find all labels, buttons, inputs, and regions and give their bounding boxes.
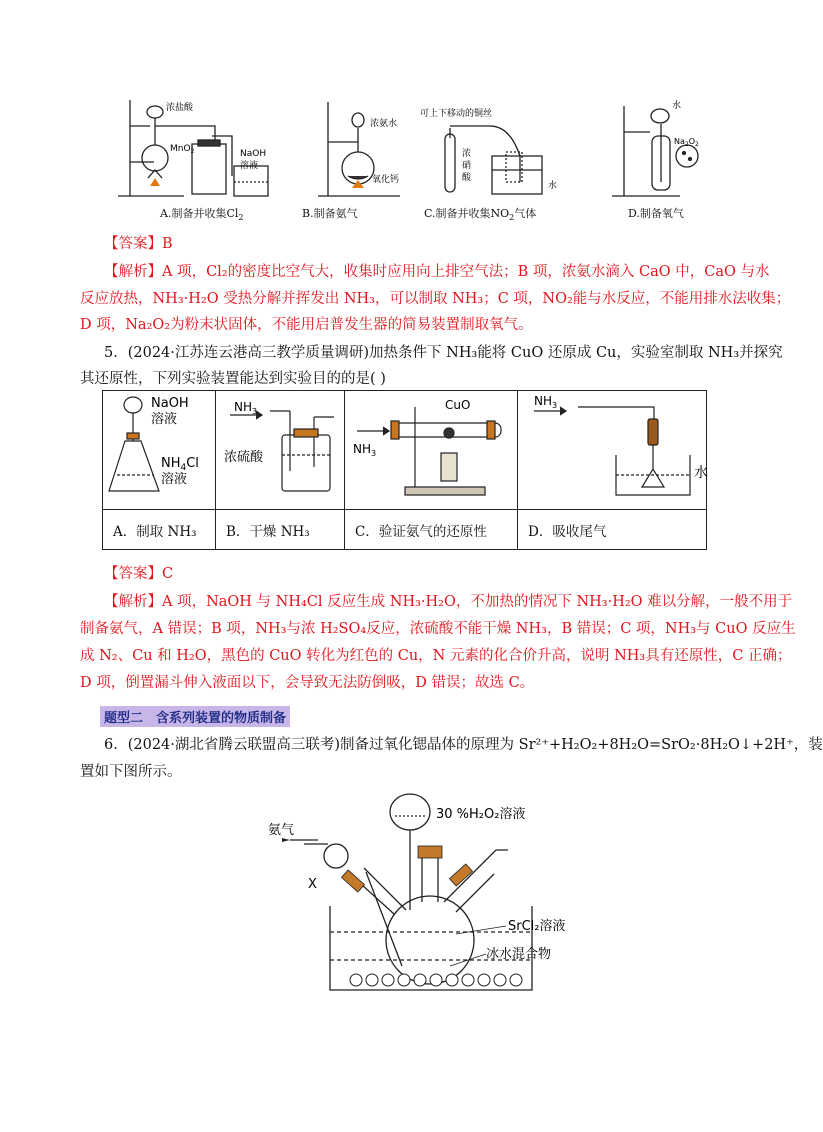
q4-label-mno2: MnO$_2$ [170,144,195,155]
q5-d-apparatus [518,391,706,505]
q5-option-c: C．验证氨气的还原性 [345,510,518,550]
q4-label-ammonia-water: 浓氨水 [370,119,398,129]
q5-a-sol1: 溶液 [151,412,178,427]
q4-analysis-line-3: D 项，Na₂O₂为粉末状固体，不能用启普发生器的简易装置制取氧气。 [80,317,533,333]
q4-caption-d: D.制备氧气 [628,207,684,220]
q5-c-nh3: $NH_3$ [353,442,377,458]
q4-label-wire: 可上下移动的铜丝 [420,109,493,119]
q4-label-acid: 浓盐酸 [166,103,194,113]
q4-analysis-line-1: 【解析】A 项，Cl₂的密度比空气大，收集时应用向上排空气法；B 项，浓氨水滴入 CaO 中，CaO 与水 [104,264,770,280]
q4-label-d-water: 水 [672,101,682,111]
q4-answer: 【答案】B [104,236,173,252]
q5-stem-line-2: 其还原性，下列实验装置能达到实验目的的是( ) [80,371,386,387]
q4-caption-a: A.制备并收集$Cl_2$ [160,207,244,223]
q6-label-srcl2: SrCl₂溶液 [508,919,566,934]
q5-cell-b-figure [216,391,345,510]
q5-analysis-line-2: 制备氨气，A 错误；B 项，NH₃与浓 H₂SO₄反应，浓硫酸不能干燥 NH₃，B 错误；C 项，NH₃与 CuO 反应生 [80,621,796,637]
q5-analysis-line-4: D 项，倒置漏斗伸入液面以下，会导致无法防倒吸，D 错误；故选 C。 [80,675,535,691]
q4-analysis-line-2: 反应放热，NH₃·H₂O 受热分解并挥发出 NH₃，可以制取 NH₃；C 项，NO₂能与水反应，不能用排水法收集； [80,291,791,307]
q4-label-naoh: NaOH [240,149,267,159]
q5-c-cuo: CuO [445,398,471,412]
q5-b-acid: 浓硫酸 [224,450,264,465]
q5-option-a: A．制取 NH₃ [103,510,216,550]
q5-options-table [102,390,707,550]
q5-cell-c-figure [345,391,518,510]
q5-b-apparatus [216,391,344,505]
q4-label-c-water: 水 [548,181,558,191]
section-tag: 题型二 含系列装置的物质制备 [100,706,290,727]
q4-label-cao: 氧化钙 [372,175,400,185]
q4-label-acid3: 酸 [462,173,472,183]
q6-label-ammonia: 氨气 [268,823,295,838]
q5-analysis-line-3: 成 N₂、Cu 和 H₂O，黑色的 CuO 转化为红色的 Cu，N 元素的化合价升高，说明 NH₃具有还原性，C 正确； [80,648,792,664]
q4-label-acid2: 硝 [462,161,472,171]
q4-label-na2o2: $Na_2O_2$ [674,137,699,148]
q5-cell-a-figure [103,391,216,510]
q5-stem-line-1: 5．(2024·江苏连云港高三教学质量调研)加热条件下 NH₃能将 CuO 还原成 Cu，实验室制取 NH₃并探究 [104,345,783,361]
q5-a-nh4cl: $NH_4Cl$ [161,456,199,473]
q6-apparatus-figure [250,790,590,1020]
q5-answer: 【答案】C [104,566,174,582]
q5-a-apparatus [103,391,215,505]
q6-stem-line-1: 6．(2024·湖北省腾云联盟高三联考)制备过氧化锶晶体的原理为 Sr²⁺+H₂O₂+8H₂O=SrO₂·8H₂O↓+2H⁺，装 [104,737,823,753]
q5-a-sol2: 溶液 [161,472,188,487]
q5-c-apparatus [345,391,517,505]
q5-analysis-line-1: 【解析】A 项，NaOH 与 NH₄Cl 反应生成 NH₃·H₂O，不加热的情况下 NH₃·H₂O 难以分解，一般不用于 [104,594,793,610]
q5-a-naoh: NaOH [151,396,189,411]
q5-d-water: 水 [694,465,708,481]
q4-caption-b: B.制备氨气 [302,207,358,220]
q5-b-nh3: $NH_3$ [234,400,258,416]
q4-label-a-sol: 溶液 [240,161,259,171]
q5-option-d: D．吸收尾气 [518,510,707,550]
q5-d-nh3: $NH_3$ [534,394,558,410]
q4-apparatus-figure [100,96,710,208]
q4-caption-c: C.制备并收集$NO_2$气体 [424,207,537,223]
q6-label-ice: 冰水混合物 [486,947,552,962]
q4-label-acid1: 浓 [462,149,472,159]
q5-option-b: B．干燥 NH₃ [216,510,345,550]
q6-label-x: X [308,877,317,892]
q6-stem-line-2: 置如下图所示。 [80,764,182,780]
q5-cell-d-figure [518,391,707,510]
q6-label-h2o2: 30 %H₂O₂溶液 [436,807,526,822]
